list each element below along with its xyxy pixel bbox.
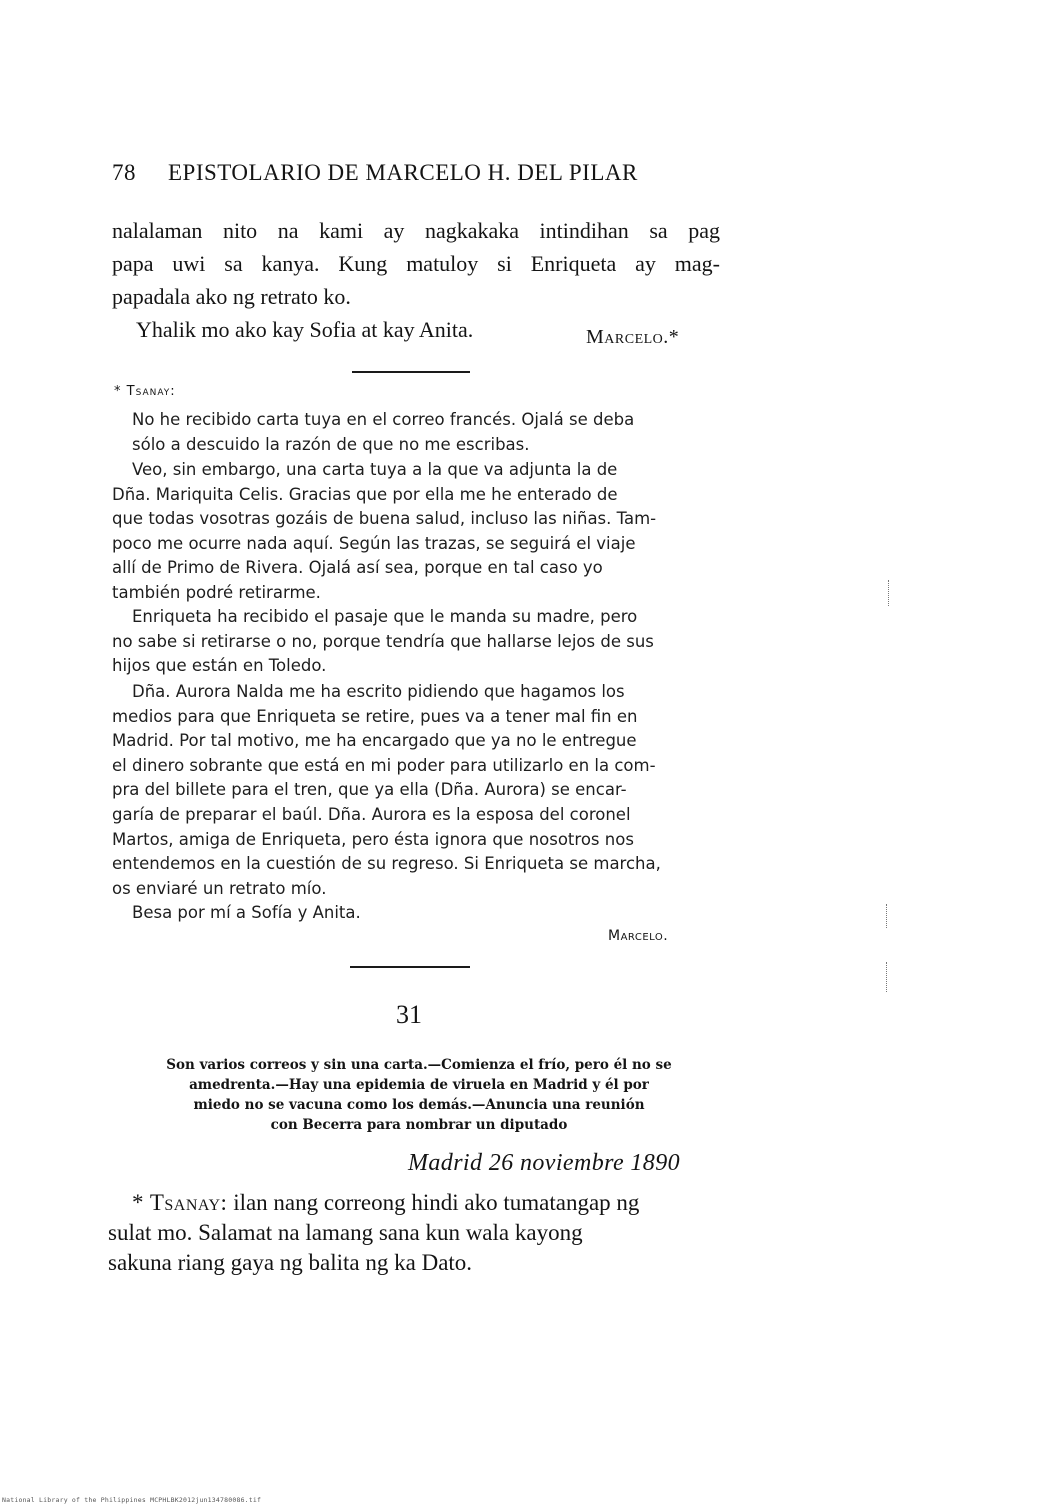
text-line: papa uwi sa kanya. Kung matuloy si Enriqueta ay mag- [112, 251, 720, 276]
letter-salutation: * Tsanay: [132, 1190, 228, 1215]
text-line: poco me ocurre nada aquí. Según las trazas, se seguirá el viaje [112, 533, 636, 553]
text-line: papadala ako ng retrato ko. [112, 284, 351, 309]
scan-artifact [888, 580, 891, 606]
text-line: hijos que están en Toledo. [112, 656, 327, 676]
text-line: Veo, sin embargo, una carta tuya a la que va adjunta la de [132, 460, 618, 479]
letter-body [108, 1188, 720, 1278]
text-line: garía de preparar el baúl. Dña. Aurora es la esposa del coronel [112, 804, 631, 824]
section-divider [352, 371, 470, 373]
footnote-paragraph [132, 901, 720, 926]
text-line: Besa por mí a Sofía y Anita. [132, 903, 361, 922]
signature-marcelo: Marcelo.* [586, 326, 680, 348]
text-line: sakuna riang gaya ng balita ng ka Dato. [108, 1250, 473, 1275]
footnote-paragraph [112, 680, 720, 901]
text-line: sulat mo. Salamat na lamang sana kun wala kayong [108, 1220, 583, 1245]
text-line: el dinero sobrante que está en mi poder para utilizarlo en la com- [112, 755, 656, 775]
summary-line: Son varios correos y sin una carta.—Comienza el frío, pero él no se [166, 1057, 672, 1073]
text-line: Yhalik mo ako kay Sofia at kay Anita. [136, 317, 474, 342]
footnote-signature: Marcelo. [608, 928, 669, 944]
text-line: sólo a descuido la razón de que no me escribas. [132, 434, 530, 454]
text-line: Martos, amiga de Enriqueta, pero ésta ignora que nosotros nos [112, 829, 634, 849]
text-line: Dña. Aurora Nalda me ha escrito pidiendo que hagamos los [132, 682, 625, 701]
summary-line: con Becerra para nombrar un diputado [270, 1117, 568, 1133]
running-title: EPISTOLARIO DE MARCELO H. DEL PILAR [168, 160, 638, 185]
text-line: allí de Primo de Rivera. Ojalá así sea, porque en tal caso yo [112, 558, 603, 578]
text-line: que todas vosotras gozáis de buena salud, incluso las niñas. Tam- [112, 509, 657, 529]
text-line: también podré retirarme. [112, 582, 321, 602]
text-line: os enviaré un retrato mío. [112, 878, 327, 898]
text-line: no sabe si retirarse o no, porque tendría que hallarse lejos de sus [112, 631, 654, 651]
footnote-paragraph [112, 458, 720, 606]
text-line: * Tsanay: ilan nang correong hindi ako tumatangap ng [132, 1190, 640, 1215]
letter-number: 31 [396, 1000, 422, 1029]
page-header [112, 160, 732, 186]
scan-artifact [886, 962, 889, 992]
text-line: Enriqueta ha recibido el pasaje que le manda su madre, pero [132, 607, 638, 626]
scan-artifact [886, 904, 889, 928]
footnote-paragraph [112, 605, 720, 679]
text-line: Dña. Mariquita Celis. Gracias que por ella me he enterado de [112, 484, 618, 504]
text-line: medios para que Enriqueta se retire, pues va a tener mal fin en [112, 706, 638, 726]
summary-line: amedrenta.—Hay una epidemia de viruela en Madrid y él por [189, 1077, 649, 1093]
footnote-salutation: * Tsanay: [114, 384, 176, 399]
letter-summary [112, 1055, 726, 1135]
text-line: Madrid. Por tal motivo, me ha encargado que ya no le entregue [112, 731, 637, 751]
page-number: 78 [112, 160, 136, 185]
text-line: entendemos en la cuestión de su regreso. Si Enriqueta se marcha, [112, 854, 661, 874]
footnote-paragraph [132, 408, 720, 457]
text-line: pra del billete para el tren, que ya ella (Dña. Aurora) se encar- [112, 780, 627, 800]
letter-dateline: Madrid 26 noviembre 1890 [408, 1150, 681, 1176]
text-line: No he recibido carta tuya en el correo francés. Ojalá se deba [132, 410, 635, 429]
text-line: nalalaman nito na kami ay nagkakaka intindihan sa pag [112, 218, 720, 243]
section-divider [350, 966, 470, 968]
summary-line: miedo no se vacuna como los demás.—Anuncia una reunión [193, 1097, 645, 1113]
scan-credit: National Library of the Philippines MCPHLBK2012jun134780086.tif [2, 1496, 262, 1504]
